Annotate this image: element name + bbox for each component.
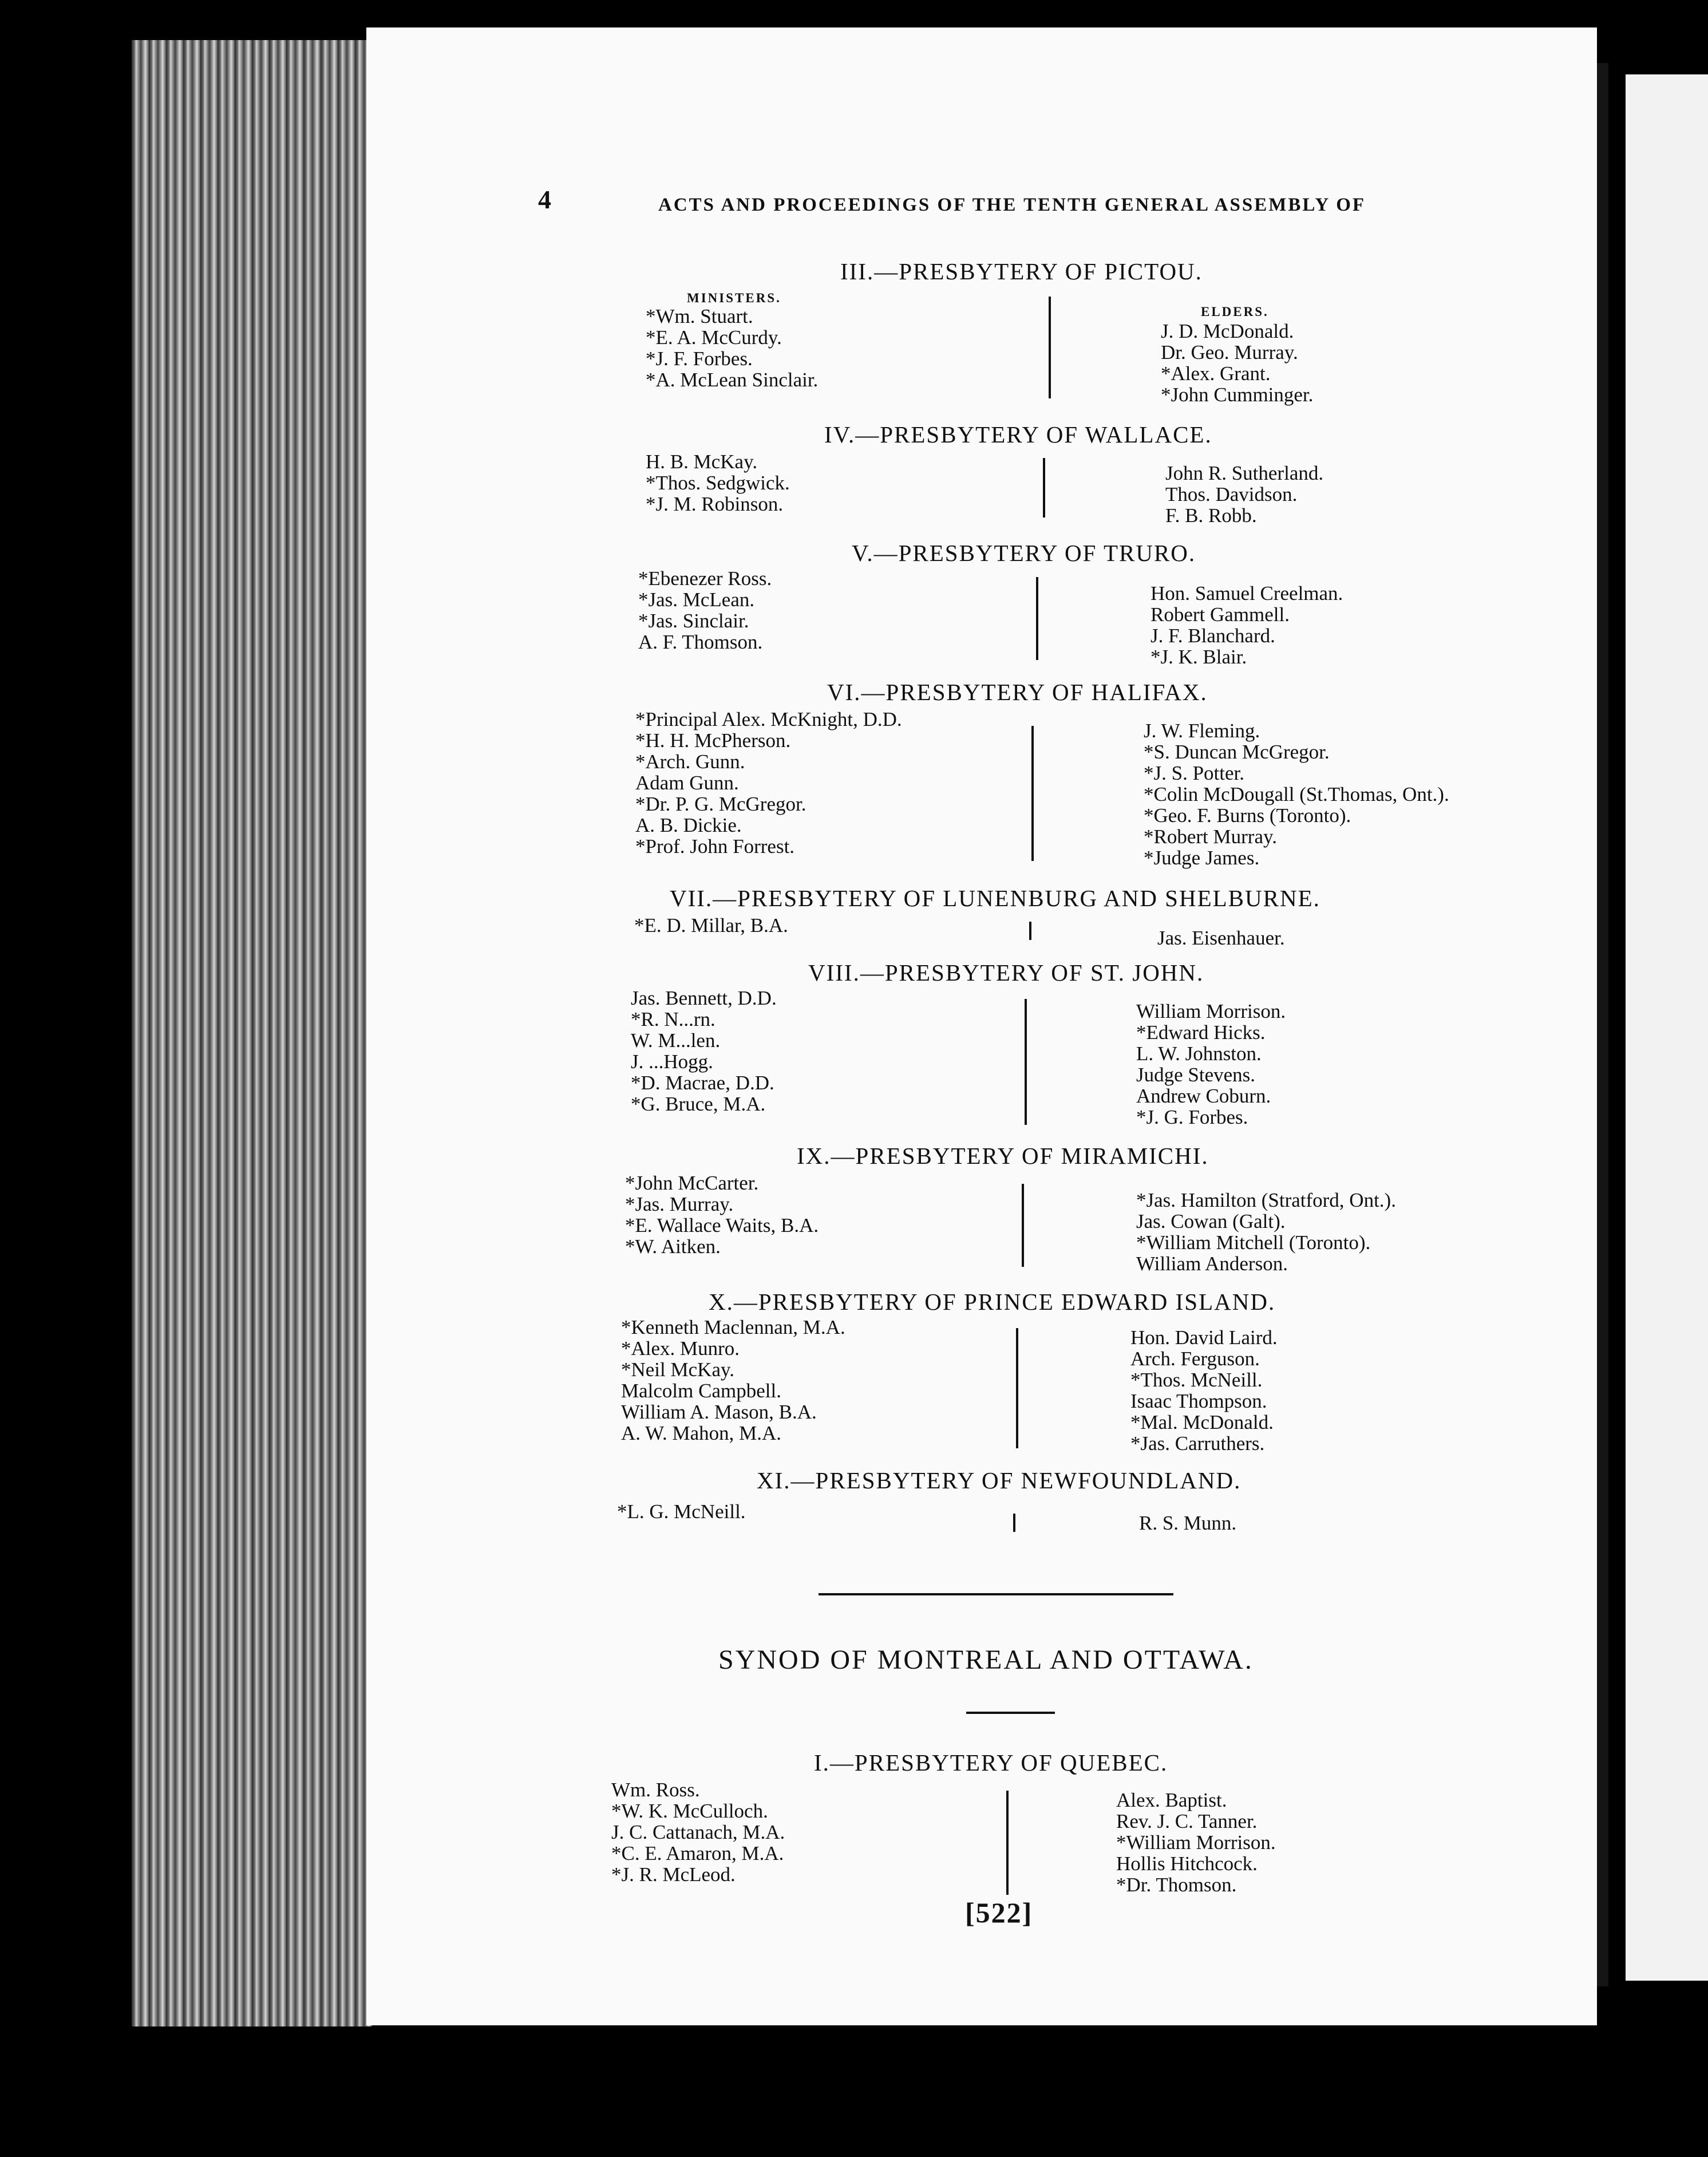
elder-name: *J. S. Potter. (1144, 762, 1245, 784)
elder-name: William Anderson. (1136, 1253, 1288, 1275)
minister-name: A. W. Mahon, M.A. (621, 1422, 782, 1444)
presbytery-heading: IX.—PRESBYTERY OF MIRAMICHI. (797, 1143, 1209, 1169)
elder-name: *Jas. Hamilton (Stratford, Ont.). (1136, 1189, 1396, 1211)
minister-name: *H. H. McPherson. (635, 729, 791, 752)
column-divider (1022, 1184, 1024, 1267)
column-divider (1031, 726, 1034, 861)
elder-name: William Morrison. (1136, 1000, 1286, 1022)
minister-name: *W. Aitken. (625, 1235, 721, 1258)
minister-name: Wm. Ross. (611, 1779, 700, 1801)
ministers-list (634, 915, 788, 936)
section-divider (819, 1593, 1173, 1595)
folio-number: [522] (965, 1897, 1033, 1929)
elder-name: Isaac Thompson. (1130, 1390, 1267, 1412)
minister-name: A. B. Dickie. (635, 814, 742, 836)
elder-name: Dr. Geo. Murray. (1161, 341, 1298, 364)
elder-name: Robert Gammell. (1150, 603, 1290, 626)
minister-name: *Ebenezer Ross. (638, 567, 772, 590)
column-divider (1025, 999, 1027, 1125)
elder-name: *Thos. McNeill. (1130, 1369, 1263, 1391)
column-divider (1016, 1328, 1018, 1448)
minister-name: *E. Wallace Waits, B.A. (625, 1214, 819, 1236)
ministers-list (638, 568, 772, 653)
elder-name: J. W. Fleming. (1144, 720, 1260, 742)
ministers-list (635, 709, 902, 857)
elder-name: *Geo. F. Burns (Toronto). (1144, 804, 1351, 827)
minister-name: *Jas. Murray. (625, 1193, 734, 1215)
column-divider (1049, 297, 1051, 398)
elder-name: Andrew Coburn. (1136, 1085, 1271, 1107)
minister-name: *Kenneth Maclennan, M.A. (621, 1316, 845, 1338)
minister-name: *J. M. Robinson. (646, 493, 784, 515)
presbytery-heading: XI.—PRESBYTERY OF NEWFOUNDLAND. (757, 1467, 1242, 1494)
elder-name: Rev. J. C. Tanner. (1116, 1810, 1258, 1832)
elder-name: R. S. Munn. (1139, 1512, 1237, 1534)
ministers-list (646, 451, 790, 515)
elder-name: F. B. Robb. (1165, 504, 1257, 527)
minister-name: *G. Bruce, M.A. (631, 1093, 766, 1115)
elder-name: *Dr. Thomson. (1116, 1874, 1237, 1896)
minister-name: J. C. Cattanach, M.A. (611, 1821, 785, 1843)
minister-name: *Wm. Stuart. (646, 305, 753, 327)
minister-name: *Neil McKay. (621, 1358, 734, 1381)
minister-name: *Alex. Munro. (621, 1337, 740, 1360)
minister-name: *Principal Alex. McKnight, D.D. (635, 708, 902, 730)
minister-name: A. F. Thomson. (638, 631, 763, 653)
elders-list (1157, 927, 1285, 949)
elders-list (1136, 1001, 1286, 1128)
presbytery-heading: VI.—PRESBYTERY OF HALIFAX. (827, 679, 1208, 705)
elder-name: *Robert Murray. (1144, 825, 1277, 848)
ministers-list (621, 1317, 845, 1444)
elders-list (1161, 321, 1313, 405)
minister-name: *John McCarter. (625, 1172, 759, 1194)
minister-name: H. B. McKay. (646, 451, 758, 473)
ministers-list (625, 1172, 819, 1257)
elder-name: *John Cumminger. (1161, 384, 1314, 406)
presbytery-heading: V.—PRESBYTERY OF TRURO. (852, 540, 1196, 566)
running-head: ACTS AND PROCEEDINGS OF THE TENTH GENERAL ASSEMBLY OF (658, 195, 1366, 215)
column-divider (1013, 1514, 1015, 1532)
ministers-label: MINISTERS. (687, 291, 781, 305)
elder-name: Hollis Hitchcock. (1116, 1852, 1258, 1875)
elder-name: Alex. Baptist. (1116, 1789, 1227, 1811)
minister-name: *Jas. McLean. (638, 588, 755, 611)
elders-label: ELDERS. (1201, 305, 1269, 319)
elder-name: *Judge James. (1144, 847, 1260, 869)
elder-name: L. W. Johnston. (1136, 1042, 1262, 1065)
minister-name: *Jas. Sinclair. (638, 610, 749, 632)
minister-name: W. M...len. (631, 1029, 721, 1052)
presbytery-heading: VIII.—PRESBYTERY OF ST. JOHN. (808, 959, 1204, 986)
presbytery-heading: VII.—PRESBYTERY OF LUNENBURG AND SHELBURNE. (670, 885, 1320, 911)
presbytery-heading: III.—PRESBYTERY OF PICTOU. (840, 258, 1203, 285)
elder-name: *J. K. Blair. (1150, 646, 1247, 668)
column-divider (1029, 922, 1031, 940)
elders-list (1144, 720, 1449, 868)
elder-name: Jas. Eisenhauer. (1157, 927, 1285, 949)
minister-name: *Prof. John Forrest. (635, 835, 795, 858)
elder-name: Jas. Cowan (Galt). (1136, 1210, 1286, 1232)
elder-name: *Jas. Carruthers. (1130, 1432, 1265, 1455)
elder-name: *William Morrison. (1116, 1831, 1276, 1854)
elders-list (1136, 1190, 1396, 1274)
adjacent-page-edge (1626, 74, 1708, 1981)
elder-name: J. D. McDonald. (1161, 320, 1294, 342)
presbytery-heading: IV.—PRESBYTERY OF WALLACE. (824, 421, 1212, 448)
minister-name: William A. Mason, B.A. (621, 1401, 817, 1423)
elder-name: *Alex. Grant. (1161, 362, 1271, 385)
minister-name: *E. A. McCurdy. (646, 326, 782, 349)
book-page-edges (132, 40, 372, 2026)
page-gutter-shadow (1597, 63, 1608, 1986)
elder-name: *J. G. Forbes. (1136, 1106, 1248, 1128)
ministers-list (611, 1779, 785, 1885)
minister-name: *J. R. McLeod. (611, 1863, 736, 1886)
elder-name: *Mal. McDonald. (1130, 1411, 1274, 1433)
column-divider (1043, 458, 1045, 517)
minister-name: *D. Macrae, D.D. (631, 1072, 774, 1094)
elders-list (1116, 1789, 1276, 1895)
minister-name: Malcolm Campbell. (621, 1380, 781, 1402)
minister-name: *R. N...rn. (631, 1008, 715, 1030)
minister-name: *A. McLean Sinclair. (646, 369, 819, 391)
elder-name: *Colin McDougall (St.Thomas, Ont.). (1144, 783, 1449, 805)
minister-name: *Arch. Gunn. (635, 750, 745, 773)
elder-name: Hon. David Laird. (1130, 1326, 1278, 1349)
elder-name: *William Mitchell (Toronto). (1136, 1231, 1371, 1254)
elder-name: Judge Stevens. (1136, 1064, 1256, 1086)
elders-list (1139, 1512, 1236, 1534)
minister-name: Adam Gunn. (635, 772, 739, 794)
elder-name: Arch. Ferguson. (1130, 1348, 1260, 1370)
elder-name: John R. Sutherland. (1165, 462, 1324, 484)
document-page (366, 27, 1597, 2025)
presbytery-heading: X.—PRESBYTERY OF PRINCE EDWARD ISLAND. (709, 1289, 1276, 1315)
column-divider (1006, 1791, 1009, 1895)
ministers-list (617, 1501, 746, 1522)
elders-list (1150, 583, 1343, 667)
minister-name: *C. E. Amaron, M.A. (611, 1842, 784, 1864)
page-number: 4 (538, 185, 551, 214)
minister-name: Jas. Bennett, D.D. (631, 987, 777, 1009)
elder-name: J. F. Blanchard. (1150, 625, 1275, 647)
elders-list (1165, 463, 1323, 526)
minister-name: *E. D. Millar, B.A. (634, 914, 788, 937)
short-divider (966, 1712, 1055, 1714)
minister-name: *Thos. Sedgwick. (646, 472, 790, 494)
presbytery-heading: I.—PRESBYTERY OF QUEBEC. (814, 1749, 1168, 1776)
minister-name: *Dr. P. G. McGregor. (635, 793, 806, 815)
minister-name: *W. K. McCulloch. (611, 1800, 768, 1822)
elder-name: *Edward Hicks. (1136, 1021, 1266, 1044)
minister-name: *L. G. McNeill. (617, 1500, 746, 1523)
elder-name: *S. Duncan McGregor. (1144, 741, 1330, 763)
elders-list (1130, 1327, 1278, 1454)
elder-name: Thos. Davidson. (1165, 483, 1298, 505)
column-divider (1036, 577, 1038, 660)
ministers-list (646, 306, 818, 390)
ministers-list (631, 987, 777, 1115)
elder-name: Hon. Samuel Creelman. (1150, 582, 1343, 605)
minister-name: J. ...Hogg. (631, 1050, 713, 1073)
synod-heading: SYNOD OF MONTREAL AND OTTAWA. (718, 1645, 1254, 1675)
minister-name: *J. F. Forbes. (646, 347, 753, 370)
